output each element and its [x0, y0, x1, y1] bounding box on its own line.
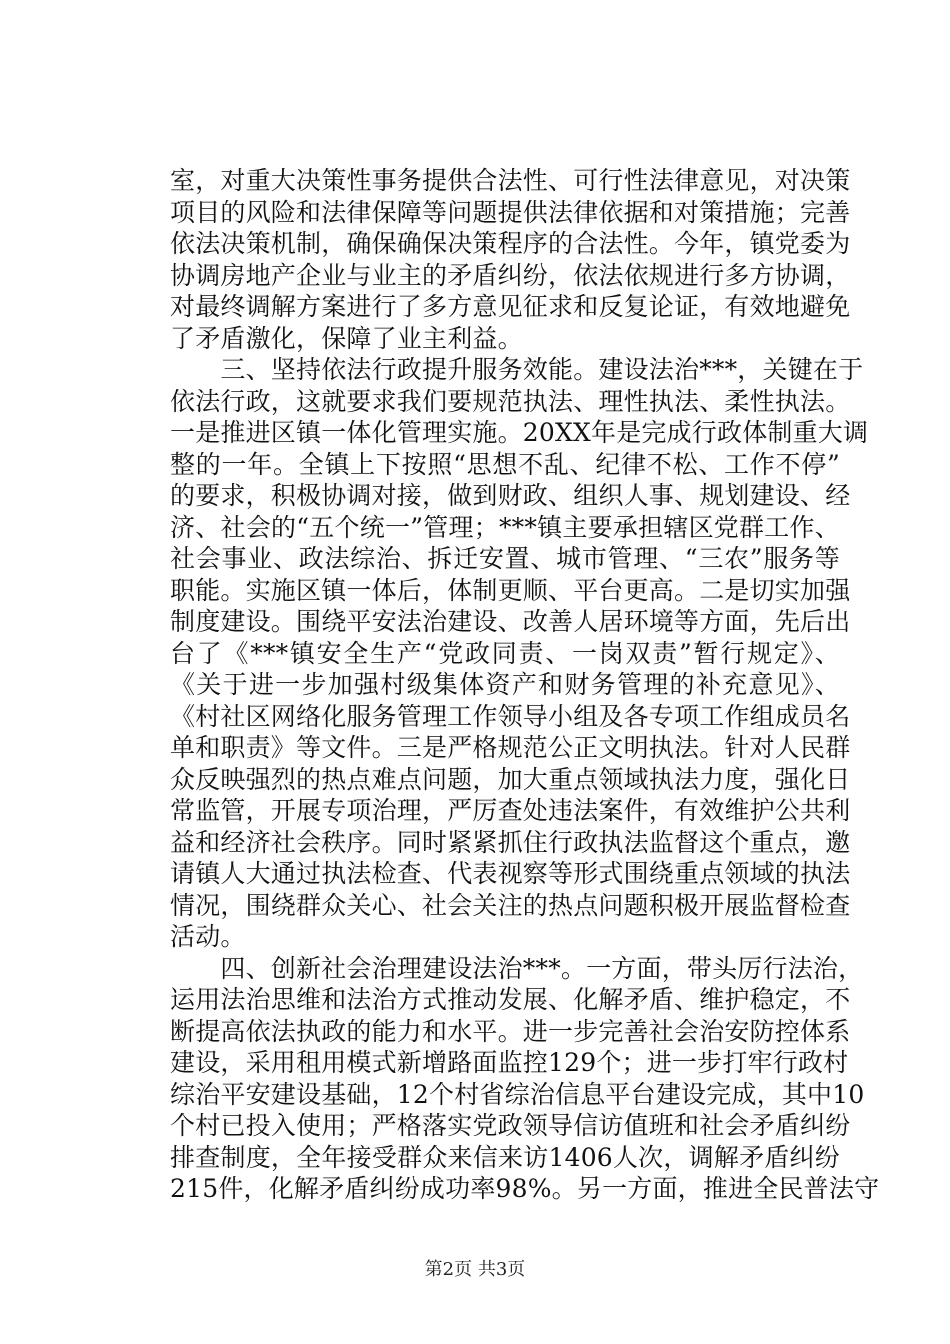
text-line: 运用法治思维和法治方式推动发展、化解矛盾、维护稳定，不 — [170, 985, 851, 1014]
text-line: 制度建设。围绕平安法治建设、改善人居环境等方面，先后出 — [170, 607, 851, 636]
text-line: 请镇人大通过执法检查、代表视察等形式围绕重点领域的执法 — [170, 859, 851, 888]
text-line: 常监管，开展专项治理，严厉查处违法案件，有效维护公共利 — [170, 796, 851, 825]
text-line: 《村社区网络化服务管理工作领导小组及各专项工作组成员名 — [170, 701, 851, 731]
text-line: 个村已投入使用；严格落实党政领导信访值班和社会矛盾纠纷 — [170, 1111, 851, 1140]
text-line: 活动。 — [170, 922, 246, 951]
text-line: 整的一年。全镇上下按照“思想不乱、纪律不松、工作不停” — [170, 449, 840, 479]
text-line: 三、坚持依法行政提升服务效能。建设法治***，关键在于 — [170, 355, 864, 384]
text-line: 室，对重大决策性事务提供合法性、可行性法律意见，对决策 — [170, 166, 851, 195]
text-line: 断提高依法执政的能力和水平。进一步完善社会治安防控体系 — [170, 1016, 851, 1046]
text-line: 排查制度，全年接受群众来信来访1406人次，调解矛盾纠纷 — [170, 1142, 840, 1172]
text-line: 依法决策机制，确保确保决策程序的合法性。今年，镇党委为 — [170, 229, 851, 258]
text-line: 215件，化解矛盾纠纷成功率98%。另一方面，推进全民普法守 — [170, 1174, 880, 1203]
text-line: 益和经济社会秩序。同时紧紧抓住行政执法监督这个重点，邀 — [170, 827, 851, 857]
text-line: 单和职责》等文件。三是严格规范公正文明执法。针对人民群 — [170, 733, 851, 762]
text-line: 建设，采用租用模式新增路面监控129个；进一步打牢行政村 — [170, 1048, 849, 1077]
text-line: 了矛盾激化，保障了业主利益。 — [170, 323, 523, 353]
text-line: 的要求，积极协调对接，做到财政、组织人事、规划建设、经 — [170, 481, 851, 510]
text-line: 一是推进区镇一体化管理实施。20XX年是完成行政体制重大调 — [170, 418, 869, 447]
text-line: 四、创新社会治理建设法治***。一方面，带头厉行法治， — [170, 953, 864, 983]
text-line: 众反映强烈的热点难点问题，加大重点领域执法力度，强化日 — [170, 764, 851, 794]
text-line: 情况，围绕群众关心、社会关注的热点问题积极开展监督检查 — [170, 890, 851, 920]
text-line: 职能。实施区镇一体后，体制更顺、平台更高。二是切实加强 — [170, 575, 851, 605]
text-line: 对最终调解方案进行了多方意见征求和反复论证，有效地避免 — [170, 292, 851, 321]
text-line: 项目的风险和法律保障等问题提供法律依据和对策措施；完善 — [170, 197, 851, 227]
text-line: 济、社会的“五个统一”管理；***镇主要承担辖区党群工作、 — [170, 512, 840, 542]
body-text — [170, 165, 880, 1205]
page-footer: 第2页 共3页 — [424, 1259, 526, 1280]
text-line: 依法行政，这就要求我们要规范执法、理性执法、柔性执法。 — [170, 386, 851, 416]
text-line: 《关于进一步加强村级集体资产和财务管理的补充意见》、 — [170, 670, 840, 699]
text-line: 台了《***镇安全生产“党政同责、一岗双责”暂行规定》、 — [170, 638, 840, 668]
text-line: 综治平安建设基础，12个村省综治信息平台建设完成，其中10 — [170, 1079, 865, 1109]
text-line: 社会事业、政法综治、拆迁安置、城市管理、“三农”服务等 — [170, 544, 840, 573]
text-line: 协调房地产企业与业主的矛盾纠纷，依法依规进行多方协调， — [170, 260, 851, 290]
